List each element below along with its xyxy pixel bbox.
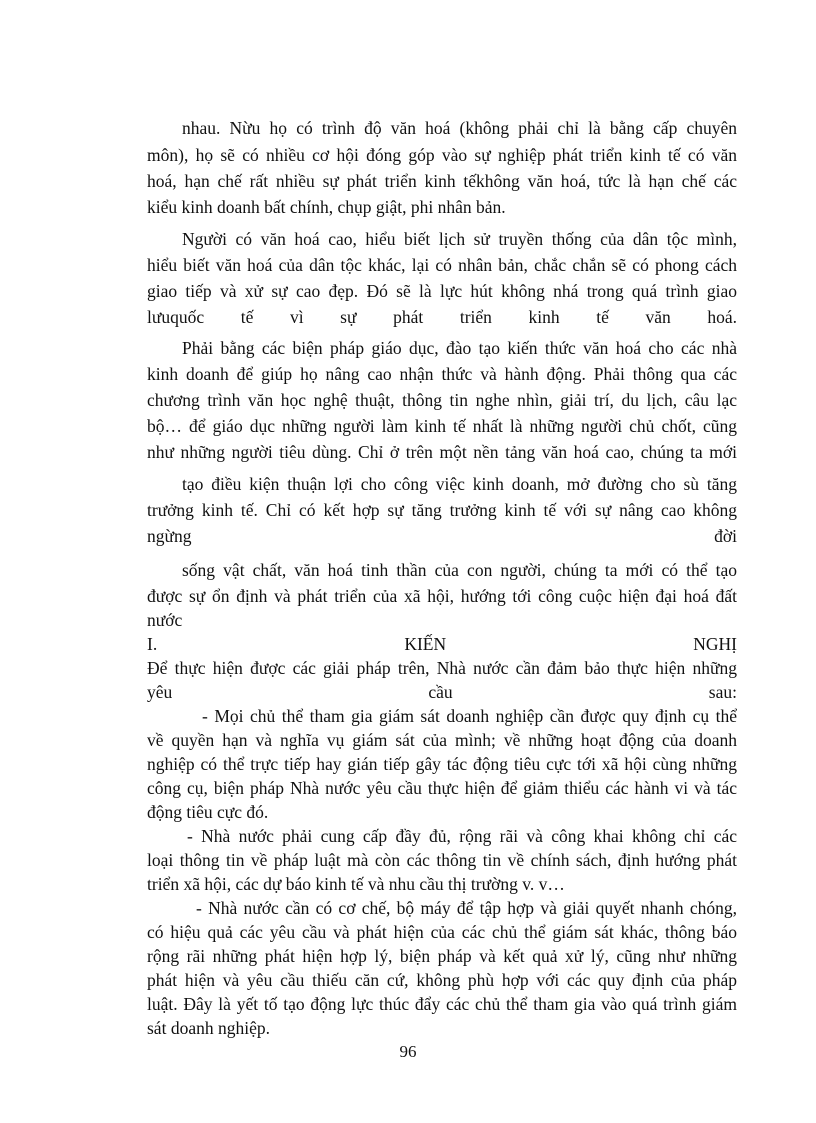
text-line: ngừng đời <box>147 526 737 546</box>
list-item: - Mọi chủ thể tham gia giám sát doanh nghiệp cần được quy định cụ thể <box>202 706 737 726</box>
text-line: có hiệu quả các yêu cầu và phát hiện của các chủ thể giám sát khác, thông báo <box>147 922 737 942</box>
text-line: hoá, hạn chế rất nhiều sự phát triển kinh tếkhông văn hoá, tức là hạn chế các <box>147 171 737 191</box>
text-line: sát doanh nghiệp. <box>147 1018 270 1038</box>
page-number: 96 <box>399 1042 417 1061</box>
text-line: được sự ổn định và phát triển của xã hội, hướng tới công cuộc hiện đại hoá đất <box>147 586 737 606</box>
list-item: - Nhà nước phải cung cấp đầy đủ, rộng rãi và công khai không chỉ các <box>187 826 737 846</box>
text-line: phát hiện và yêu cầu thiếu căn cứ, không phù hợp với các quy định của pháp <box>147 970 737 990</box>
text-line: nhau. Nừu họ có trình độ văn hoá (không phải chỉ là bằng cấp chuyên <box>182 118 737 138</box>
text-line: lưuquốc tế vì sự phát triển kinh tế văn hoá. <box>147 307 737 327</box>
text-line: nước <box>147 610 183 630</box>
text-line: động tiêu cực đó. <box>147 802 269 822</box>
text-line: như những người tiêu dùng. Chỉ ở trên một nền tảng văn hoá cao, chúng ta mới <box>147 442 737 462</box>
text-line: luật. Đây là yết tố tạo động lực thúc đẩy các chủ thể tham gia vào quá trình giám <box>147 994 737 1014</box>
text-line: môn), họ sẽ có nhiều cơ hội đóng góp vào sự nghiệp phát triển kinh tế có văn <box>147 145 737 165</box>
text-line: chương trình văn học nghệ thuật, thông tin nghe nhìn, giải trí, du lịch, câu lạc <box>147 390 737 410</box>
text-line: Phải bằng các biện pháp giáo dục, đào tạo kiến thức văn hoá cho các nhà <box>182 338 737 358</box>
text-line: sống vật chất, văn hoá tinh thần của con người, chúng ta mới có thể tạo <box>182 560 737 580</box>
text-line: giao tiếp và xử sự cao đẹp. Đó sẽ là lực hút không nhá trong quá trình giao <box>147 281 737 301</box>
list-item: - Nhà nước cần có cơ chế, bộ máy để tập hợp và giải quyết nhanh chóng, <box>196 898 737 918</box>
text-line: loại thông tin về pháp luật mà còn các thông tin về chính sách, định hướng phát <box>147 850 737 870</box>
text-line: bộ… để giáo dục những người làm kinh tế nhất là những người chủ chốt, cũng <box>147 416 737 436</box>
text-line: về quyền hạn và nghĩa vụ giám sát của mình; về những hoạt động của doanh <box>147 730 737 750</box>
text-line: kiểu kinh doanh bất chính, chụp giật, phi nhân bản. <box>147 197 506 217</box>
text-line: trưởng kinh tế. Chỉ có kết hợp sự tăng trưởng kinh tế với sự nâng cao không <box>147 500 737 520</box>
text-line: rộng rãi những phát hiện hợp lý, biện pháp và kết quả xử lý, cũng như những <box>147 946 737 966</box>
text-line: triển xã hội, các dự báo kinh tế và nhu cầu thị trường v. v… <box>147 874 565 894</box>
text-line: yêu cầu sau: <box>147 682 737 702</box>
text-line: Người có văn hoá cao, hiểu biết lịch sử truyền thống của dân tộc mình, <box>182 229 737 249</box>
text-line: hiểu biết văn hoá của dân tộc khác, lại có nhân bản, chắc chắn sẽ có phong cách <box>147 255 737 275</box>
text-line: kinh doanh để giúp họ nâng cao nhận thức và hành động. Phải thông qua các <box>147 364 737 384</box>
text-line: Để thực hiện được các giải pháp trên, Nhà nước cần đảm bảo thực hiện những <box>147 658 737 678</box>
text-line: nghiệp có thể trực tiếp hay gián tiếp gây tác động tiêu cực tới xã hội cùng những <box>147 754 737 774</box>
section-heading: I. KIẾN NGHỊ <box>147 634 737 654</box>
text-line: công cụ, biện pháp Nhà nước yêu cầu thực hiện để giảm thiểu các hành vi và tác <box>147 778 737 798</box>
text-line: tạo điều kiện thuận lợi cho công việc kinh doanh, mở đường cho sù tăng <box>182 474 737 494</box>
